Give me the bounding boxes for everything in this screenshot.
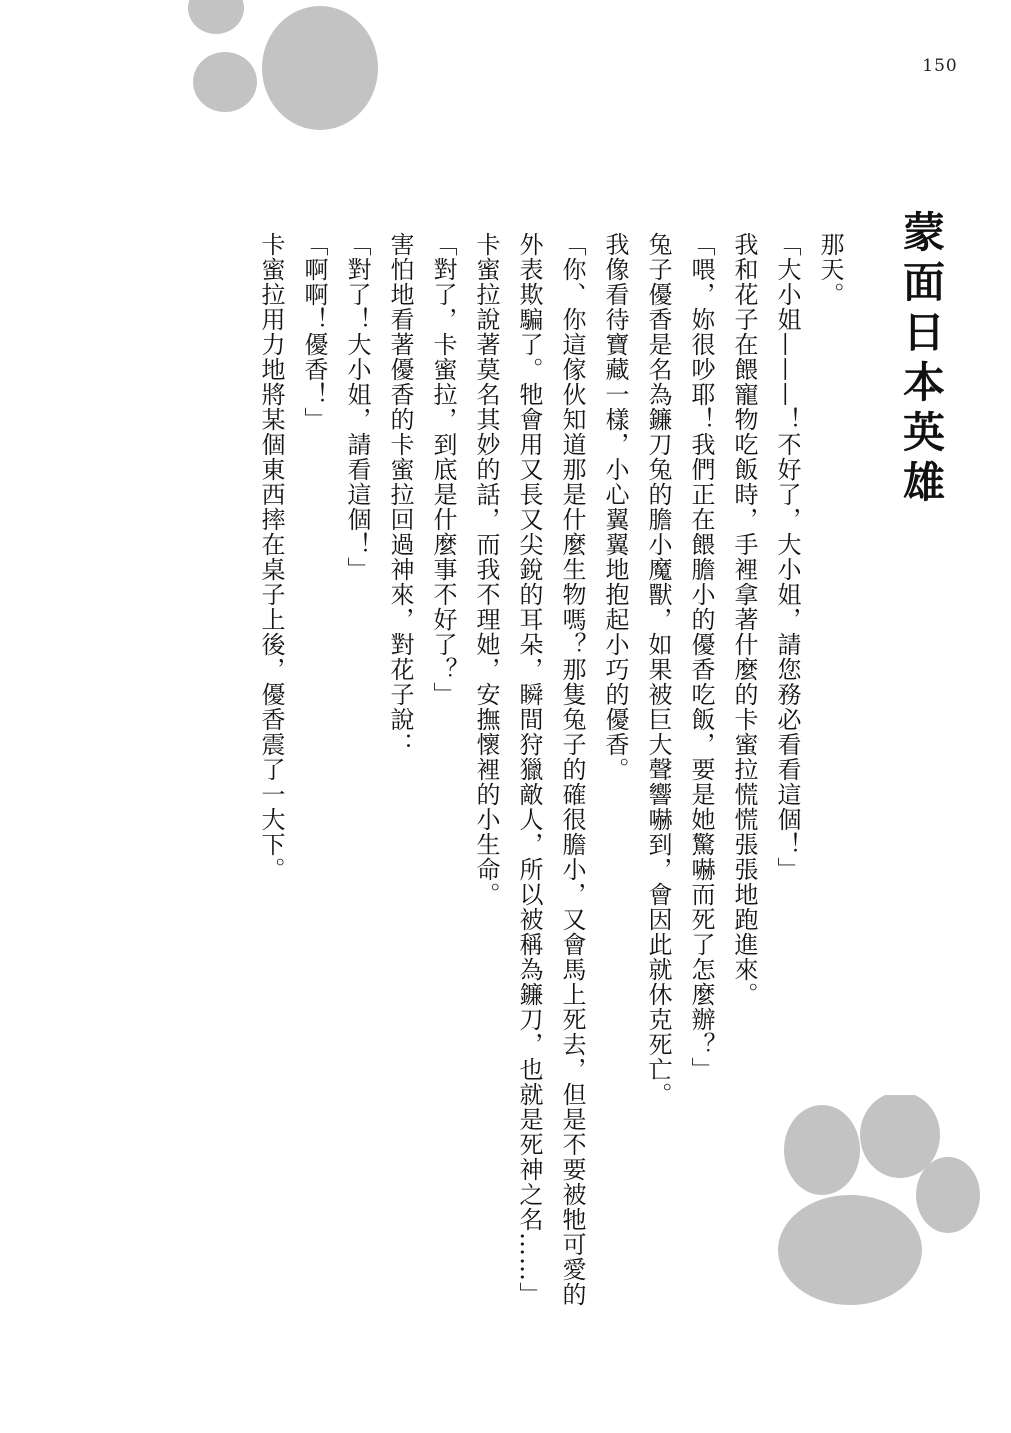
- body-text: [249, 232, 851, 1312]
- paragraph: 「大小姐———！不好了，大小姐，請您務必看看這個！」: [773, 232, 801, 882]
- paragraph: 那天。: [816, 232, 844, 307]
- paragraph: 「對了！大小姐，請看這個！」: [343, 232, 371, 582]
- paragraph: 我像看待寶藏一樣，小心翼翼地抱起小巧的優香。: [601, 232, 629, 782]
- chapter-title: 蒙面日本英雄: [897, 210, 946, 510]
- paragraph: 「你、你這傢伙知道那是什麼生物嗎？那隻兔子的確很膽小，又會馬上死去，但是不要被牠可愛的外表欺騙了。牠會用又長又尖銳的耳朵，瞬間狩獵敵人，所以被稱為鐮刀，也就是死神之名……」: [515, 232, 586, 1307]
- paragraph: 害怕地看著優香的卡蜜拉回過神來，對花子說：: [386, 232, 414, 757]
- paragraph: 卡蜜拉說著莫名其妙的話，而我不理她，安撫懷裡的小生命。: [472, 232, 500, 907]
- paw-print-icon: [180, 0, 380, 140]
- paw-pad-main: [262, 6, 378, 130]
- paragraph: 「喂，妳很吵耶！我們正在餵膽小的優香吃飯，要是她驚嚇而死了怎麼辦？」: [687, 232, 715, 1082]
- paragraph: 「啊啊！優香！」: [300, 232, 328, 432]
- paw-toe-2: [193, 52, 257, 112]
- paragraph: 兔子優香是名為鐮刀兔的膽小魔獸，如果被巨大聲響嚇到，會因此就休克死亡。: [644, 232, 672, 1107]
- paragraph: 「對了，卡蜜拉，到底是什麼事不好了？」: [429, 232, 457, 707]
- paw-toe-1: [188, 0, 244, 34]
- page-number: 150: [922, 56, 958, 76]
- paragraph: 我和花子在餵寵物吃飯時，手裡拿著什麼的卡蜜拉慌慌張張地跑進來。: [730, 232, 758, 1007]
- paw-toe-3: [916, 1157, 980, 1233]
- paragraph: 卡蜜拉用力地將某個東西摔在桌子上後，優香震了一大下。: [257, 232, 285, 882]
